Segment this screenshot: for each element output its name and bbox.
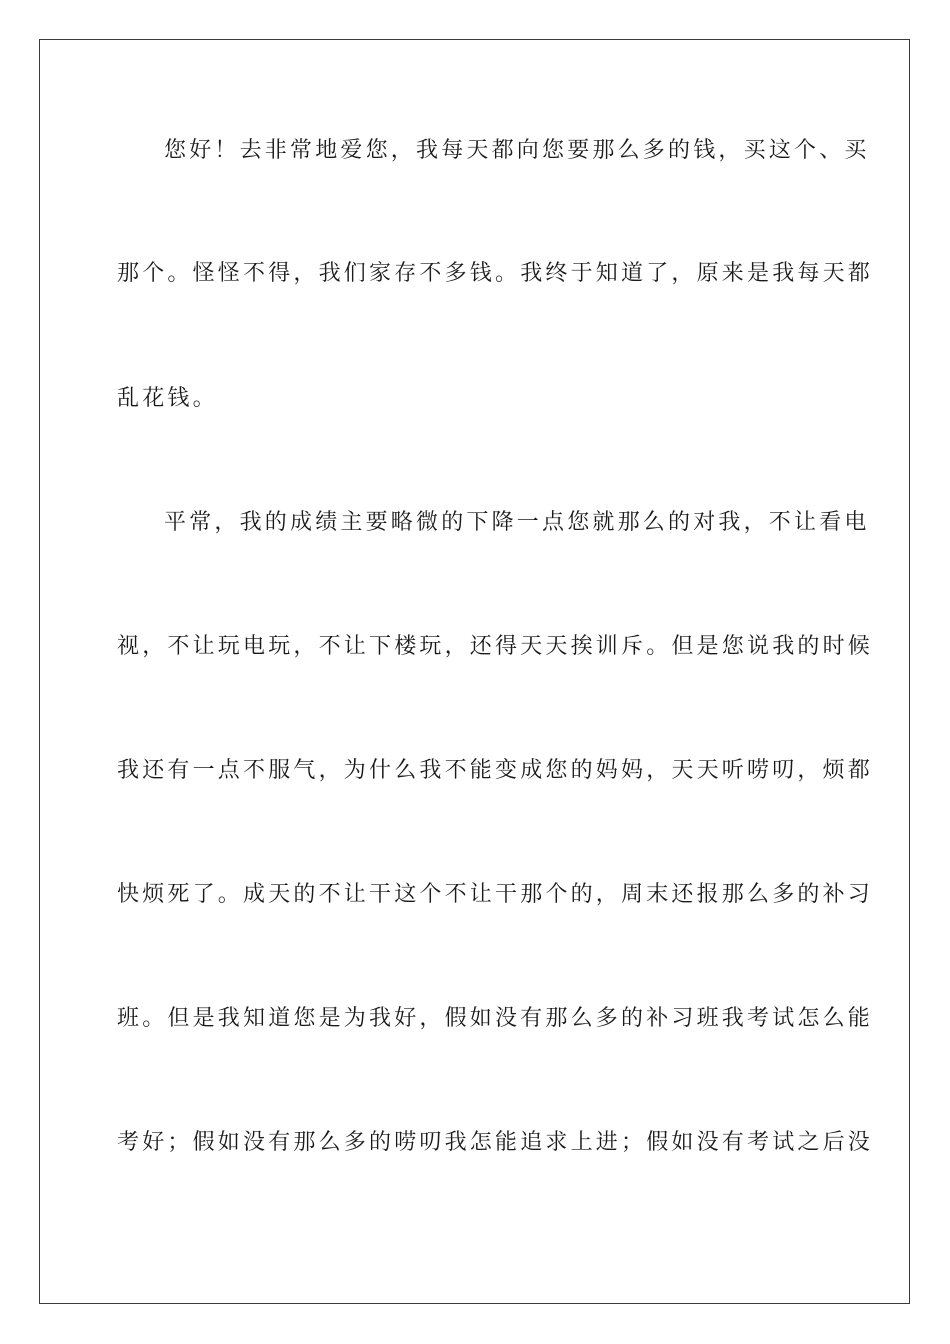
paragraph-2-line-4: 快烦死了。成天的不让干这个不让干那个的，周末还报那么多的补习 bbox=[117, 882, 874, 907]
paragraph-1-line-1: 您好！去非常地爱您，我每天都向您要那么多的钱，买这个、买 bbox=[164, 138, 870, 163]
paragraph-1-line-2: 那个。怪怪不得，我们家存不多钱。我终于知道了，原来是我每天都 bbox=[117, 261, 874, 286]
paragraph-2-line-6: 考好；假如没有那么多的唠叨我怎能追求上进；假如没有考试之后没 bbox=[117, 1130, 874, 1155]
paragraph-2-line-2: 视，不让玩电玩，不让下楼玩，还得天天挨训斥。但是您说我的时候 bbox=[117, 634, 874, 659]
paragraph-1-line-3: 乱花钱。 bbox=[117, 386, 218, 411]
page-border bbox=[39, 39, 910, 1304]
paragraph-2-line-3: 我还有一点不服气，为什么我不能变成您的妈妈，天天听唠叨，烦都 bbox=[117, 758, 874, 783]
paragraph-2-line-1: 平常，我的成绩主要略微的下降一点您就那么的对我，不让看电 bbox=[164, 510, 870, 535]
paragraph-2-line-5: 班。但是我知道您是为我好，假如没有那么多的补习班我考试怎么能 bbox=[117, 1006, 874, 1031]
